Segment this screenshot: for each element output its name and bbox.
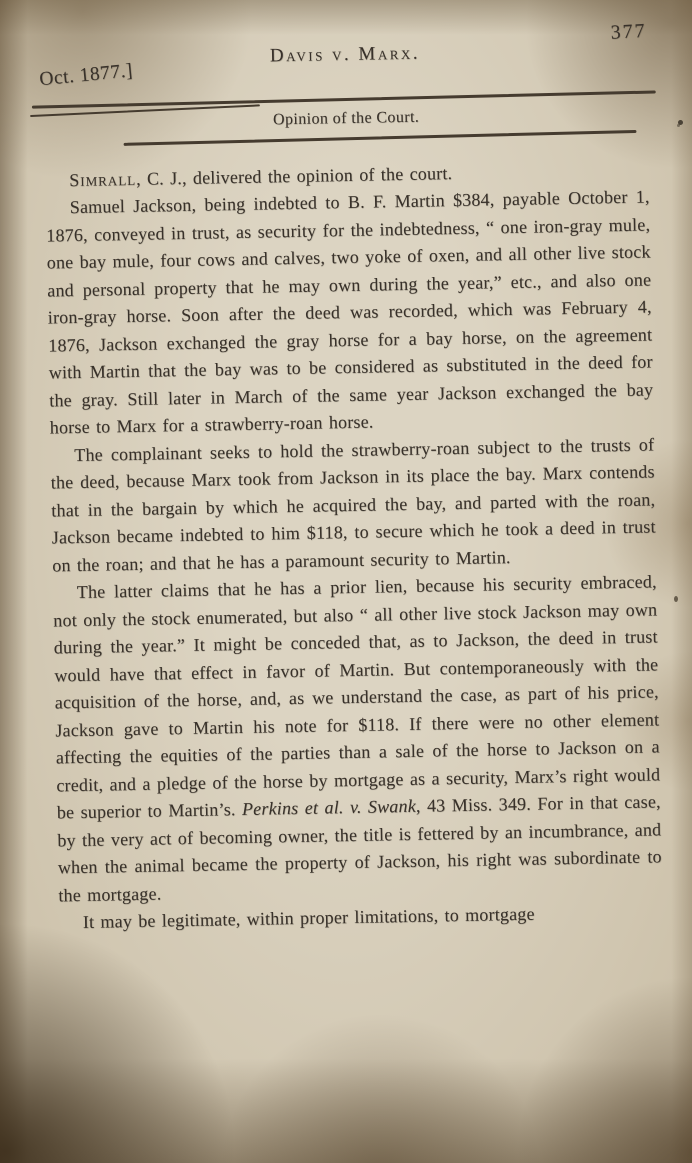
text-segment: The complainant seeks to hold the strawberry-roan subject to the trusts of the deed, because Marx took from Jackson in its place the bay. Marx contends that in the bargain by which he acquired the bay, and parted with the roan, Jackson became indebted to him $118, to secure which he took a deed in trust on the roan; and that he has a paramount security to Martin. bbox=[50, 433, 656, 575]
paragraph bbox=[50, 431, 656, 580]
text-segment: The latter claims that he has a prior lien, because his security embraced, not only the stock enumerated, but also “ all other live stock Jackson may own during the year.” It might be conceded that, as to Jackson, the deed in trust would have that effect in favor of Martin. But contemporaneously with the acquisition of the horse, and, as we understand the case, as part of his price, Jackson gave to Martin his note for $118. If there were no other element affecting the equities of the parties than a sale of the horse to Jackson on a credit, and a pledge of the horse by mortgage as a security, Marx’s right would be superior to Martin’s. bbox=[53, 571, 661, 823]
header-date: Oct. 1877.] bbox=[38, 60, 134, 91]
case-citation: Perkins et al. v. Swank bbox=[241, 795, 417, 820]
paragraph bbox=[53, 568, 663, 909]
opinion-body bbox=[45, 156, 663, 937]
page-number: 377 bbox=[610, 19, 648, 44]
text-segment: It may be legitimate, within proper limitations, to mortgage bbox=[82, 903, 535, 932]
text-segment: , 43 Miss. 349. For in that case, by the very act of becoming owner, the title is fettered by an incumbrance, and when the animal became the property of Jackson, his right was subordinate to the mortgage. bbox=[57, 791, 662, 905]
text-segment: Simrall bbox=[69, 168, 137, 190]
header-case-title: Davis v. Marx. bbox=[269, 42, 421, 67]
divider-rule-second bbox=[123, 130, 636, 145]
paragraph bbox=[46, 183, 654, 442]
running-head: Opinion of the Court. bbox=[272, 108, 420, 129]
text-segment: Samuel Jackson, being indebted to B. F. Martin $384, payable October 1, 1876, conveyed in trust, as security for the indebtedness, “ one iron-gray mule, one bay mule, four cows and calves, two yoke of oxen, and all other live stock and personal property that he may own during the year,” etc., and also one iron-gray horse. Soon after the deed was recorded, which was February 4, 1876, Jackson exchanged the gray horse for a bay horse, on the agreement with Martin that the bay was to be considered as substituted in the deed for the gray. Still later in March of the same year Jackson exchanged the bay horse to Marx for a strawberry-roan horse. bbox=[46, 186, 654, 438]
text-segment: , C. J., delivered the opinion of the court. bbox=[135, 162, 453, 189]
